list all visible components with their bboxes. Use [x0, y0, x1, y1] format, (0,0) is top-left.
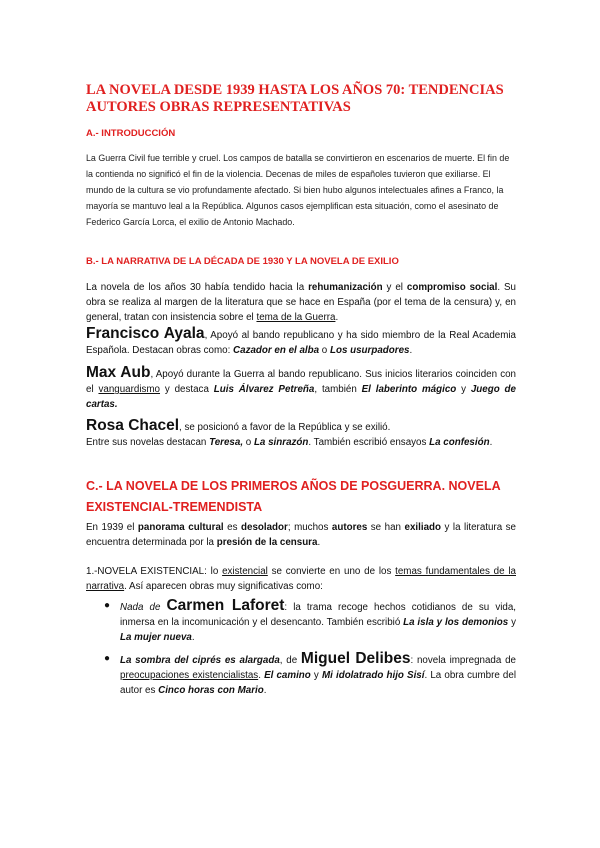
bold-term: compromiso social — [406, 282, 498, 293]
title-line-2: AUTORES OBRAS REPRESENTATIVAS — [86, 99, 351, 115]
text-run: de — [143, 602, 167, 613]
text-run: . También escribió ensayos — [308, 437, 430, 448]
text-run: o — [319, 345, 330, 356]
author-name: Carmen Laforet — [166, 597, 285, 614]
bullet-icon: ● — [104, 653, 111, 664]
section-b-intro — [86, 280, 516, 325]
underlined-term: temas fundamentales de la narrativa — [86, 566, 516, 592]
author-name: Miguel Delibes — [300, 650, 411, 667]
text-run: : la trama recoge hechos cotidianos de su vida, inmersa en la incomunicación y el desencanto. También escribió — [120, 602, 517, 628]
text-run: y la literatura se encuentra determinada por la — [86, 522, 516, 548]
text-run: ; muchos — [287, 522, 332, 533]
text-run: : novela impregnada de — [410, 655, 516, 666]
existential-novel-paragraph — [86, 564, 516, 594]
work-title: Nada — [120, 602, 144, 613]
text-run: o — [243, 437, 254, 448]
section-b-heading: B.- LA NARRATIVA DE LA DÉCADA DE 1930 Y LA NOVELA DE EXILIO — [86, 256, 399, 267]
text-run: se convierte en uno de los — [267, 566, 396, 577]
work-title: Juego de cartas. — [86, 384, 516, 410]
underlined-term: vanguardismo — [98, 384, 161, 395]
work-title: El laberinto mágico — [361, 384, 457, 395]
works-list — [86, 598, 516, 704]
underlined-term: existencial — [222, 566, 268, 577]
author-paragraph-chacel — [86, 418, 516, 450]
text-run: . — [263, 685, 267, 696]
work-title: Los usurpadores — [329, 345, 410, 356]
work-title: El camino — [264, 670, 311, 681]
text-run: . — [191, 632, 195, 643]
work-title: Cazador en el alba — [233, 345, 320, 356]
text-run: y — [508, 617, 516, 628]
text-run: En 1939 el — [86, 522, 138, 533]
text-run: . — [317, 537, 321, 548]
text-run: , se posicionó a favor de la República y se exilió. — [179, 422, 391, 433]
section-a-paragraph: La Guerra Civil fue terrible y cruel. Los campos de batalla se convirtieron en escenarios de muerte. El fin de la contienda no significó el fin de la violencia. Decenas de miles de españoles tuvieron que exiliarse. El mundo de la cultura se vio profundamente afectado. Si bien hubo algunos intelectuales afines a Franco, la mayoría se mantuvo leal a la República. Algunos casos ejemplifican esta situación, como el asesinato de Federico García Lorca, el exilio de Antonio Machado. — [86, 153, 510, 227]
work-title: Luis Álvarez Petreña — [213, 384, 315, 395]
section-a-heading: A.- INTRODUCCIÓN — [86, 128, 176, 139]
text-run: Entre sus novelas destacan — [86, 437, 210, 448]
bold-term: panorama cultural — [137, 522, 224, 533]
bold-term: autores — [331, 522, 368, 533]
text-run: , también — [314, 384, 362, 395]
section-c-intro — [86, 520, 516, 550]
text-run: . — [409, 345, 413, 356]
text-run: se han — [367, 522, 405, 533]
title-line-1: LA NOVELA DESDE 1939 HASTA LOS AÑOS 70: TENDENCIAS — [86, 82, 504, 98]
text-run: es — [223, 522, 242, 533]
text-run: . Así aparecen obras muy significativas como: — [124, 581, 323, 592]
text-run: , Apoyó durante la Guerra al bando republicano. Sus inicios literarios coinciden con el — [86, 369, 516, 395]
section-c-heading: C.- LA NOVELA DE LOS PRIMEROS AÑOS DE POSGUERRA. NOVELA EXISTENCIAL-TREMENDISTA — [86, 479, 501, 514]
work-title: La mujer nueva — [120, 632, 192, 643]
text-run: . — [335, 312, 339, 323]
text-run: 1.-NOVELA EXISTENCIAL — [86, 566, 205, 577]
document-title — [86, 82, 526, 116]
text-run: y el — [382, 282, 407, 293]
work-title: La isla y los demonios — [403, 617, 509, 628]
work-title: Mi idolatrado hijo Sisí — [321, 670, 425, 681]
text-run: . — [258, 670, 265, 681]
underlined-term: tema de la Guerra — [256, 312, 336, 323]
bullet-icon: ● — [104, 600, 111, 611]
author-paragraph-ayala — [86, 326, 516, 358]
author-paragraph-aub — [86, 365, 516, 412]
author-name: Max Aub — [86, 364, 151, 381]
text-run: La novela de los años 30 había tendido hacia la — [86, 282, 309, 293]
underlined-term: preocupaciones existencialistas — [120, 670, 259, 681]
text-run: . Su obra se realiza al margen de la literatura que se hace en España (por el tema de la censura) y, en general, tratan con insistencia sobre el — [86, 282, 516, 323]
text-run: , Apoyó al bando republicano y ha sido miembro de la Real Academia Española. Destacan obras como: — [86, 330, 516, 356]
text-run: . — [489, 437, 493, 448]
author-name: Francisco Ayala — [86, 325, 205, 342]
bold-term: exiliado — [404, 522, 441, 533]
text-run: : lo — [204, 566, 223, 577]
text-run: . La obra cumbre del autor es — [120, 670, 517, 696]
work-title: Cinco horas con Mario — [158, 685, 264, 696]
text-run: y — [310, 670, 322, 681]
work-title: La sombra del ciprés es alargada — [120, 655, 280, 666]
bold-term: rehumanización — [308, 282, 383, 293]
bold-term: presión de la censura — [216, 537, 318, 548]
list-item — [86, 598, 516, 645]
work-title: Teresa, — [209, 437, 244, 448]
work-title: La confesión — [429, 437, 490, 448]
text-run: y — [456, 384, 471, 395]
work-title: La sinrazón — [253, 437, 309, 448]
list-item — [86, 651, 516, 698]
bold-term: desolador — [241, 522, 288, 533]
text-run: , de — [279, 655, 301, 666]
author-name: Rosa Chacel — [86, 417, 180, 434]
text-run: y destaca — [160, 384, 214, 395]
